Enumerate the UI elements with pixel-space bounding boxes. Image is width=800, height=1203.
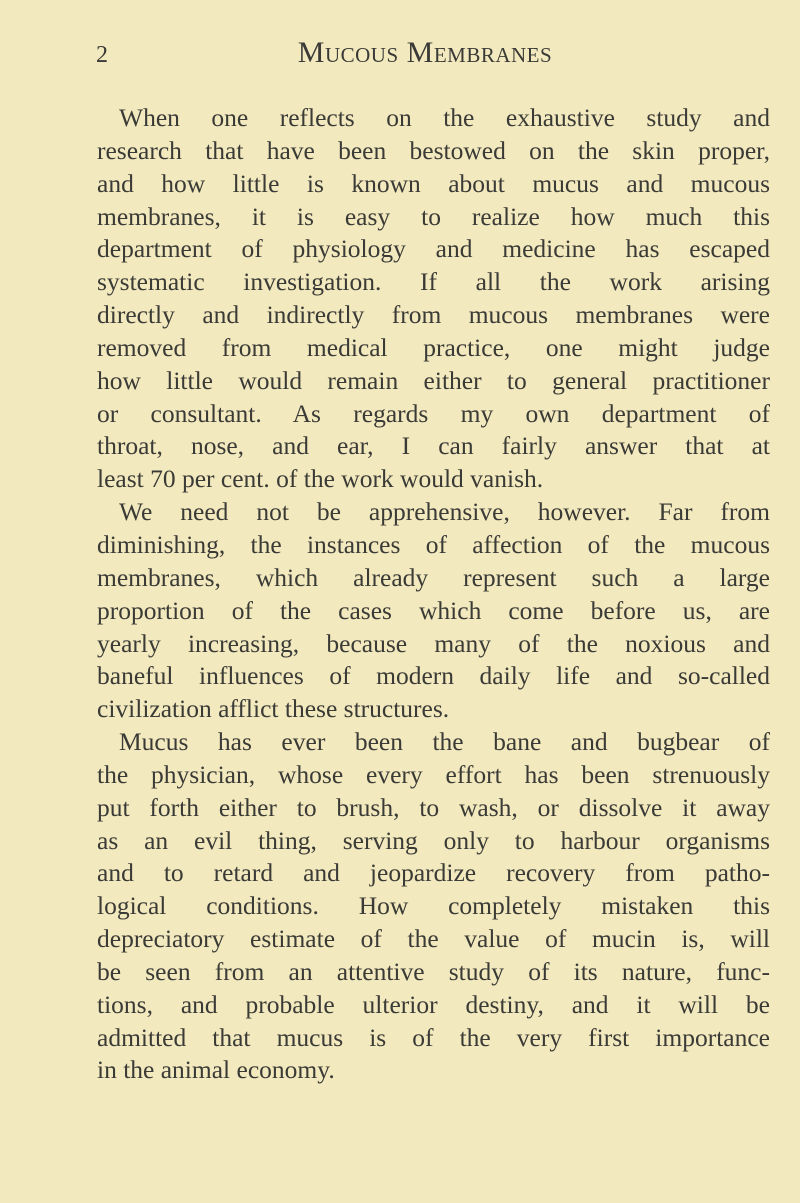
page-number: 2 xyxy=(96,42,108,68)
text-line: in the animal economy. xyxy=(97,1055,335,1085)
text-line: department of physiology and medicine has escaped xyxy=(97,234,770,264)
text-line: membranes, which already represent such a large xyxy=(97,562,770,592)
text-line: research that have been bestowed on the skin proper, xyxy=(97,135,770,165)
text-line: yearly increasing, because many of the noxious and xyxy=(97,628,770,658)
text-line: proportion of the cases which come before us, are xyxy=(97,595,770,625)
text-line: membranes, it is easy to realize how much this xyxy=(97,201,770,231)
text-line: baneful influences of modern daily life and so-called xyxy=(97,661,770,691)
text-line: directly and indirectly from mucous membranes were xyxy=(97,300,770,330)
text-line: removed from medical practice, one might judge xyxy=(97,332,770,362)
text-line: as an evil thing, serving only to harbour organisms xyxy=(97,825,770,855)
text-line: how little would remain either to general practitioner xyxy=(97,365,770,395)
text-line: Mucus has ever been the bane and bugbear of xyxy=(119,727,770,757)
text-line: diminishing, the instances of affection of the mucous xyxy=(97,529,770,559)
text-line: be seen from an attentive study of its nature, func- xyxy=(97,956,770,986)
text-line: or consultant. As regards my own department of xyxy=(97,398,770,428)
text-line: throat, nose, and ear, I can fairly answer that at xyxy=(97,431,770,461)
running-title: Mucous Membranes xyxy=(297,36,553,69)
text-line: When one reflects on the exhaustive study and xyxy=(119,103,770,132)
text-line: admitted that mucus is of the very first importance xyxy=(97,1022,770,1052)
text-line: the physician, whose every effort has been strenuously xyxy=(97,759,770,789)
text-line: and to retard and jeopardize recovery from patho- xyxy=(97,858,770,888)
text-line: We need not be apprehensive, however. Far from xyxy=(119,497,770,527)
text-line: least 70 per cent. of the work would vanish. xyxy=(97,464,544,494)
text-line: tions, and probable ulterior destiny, and it will be xyxy=(97,989,770,1019)
text-line: and how little is known about mucus and mucous xyxy=(97,168,770,198)
page-body xyxy=(97,102,770,1087)
text-line: civilization afflict these structures. xyxy=(97,694,450,724)
text-line: depreciatory estimate of the value of mucin is, will xyxy=(97,924,770,954)
text-line: systematic investigation. If all the work arising xyxy=(97,267,770,297)
text-line: logical conditions. How completely mistaken this xyxy=(97,891,770,921)
text-line: put forth either to brush, to wash, or dissolve it away xyxy=(97,792,770,822)
